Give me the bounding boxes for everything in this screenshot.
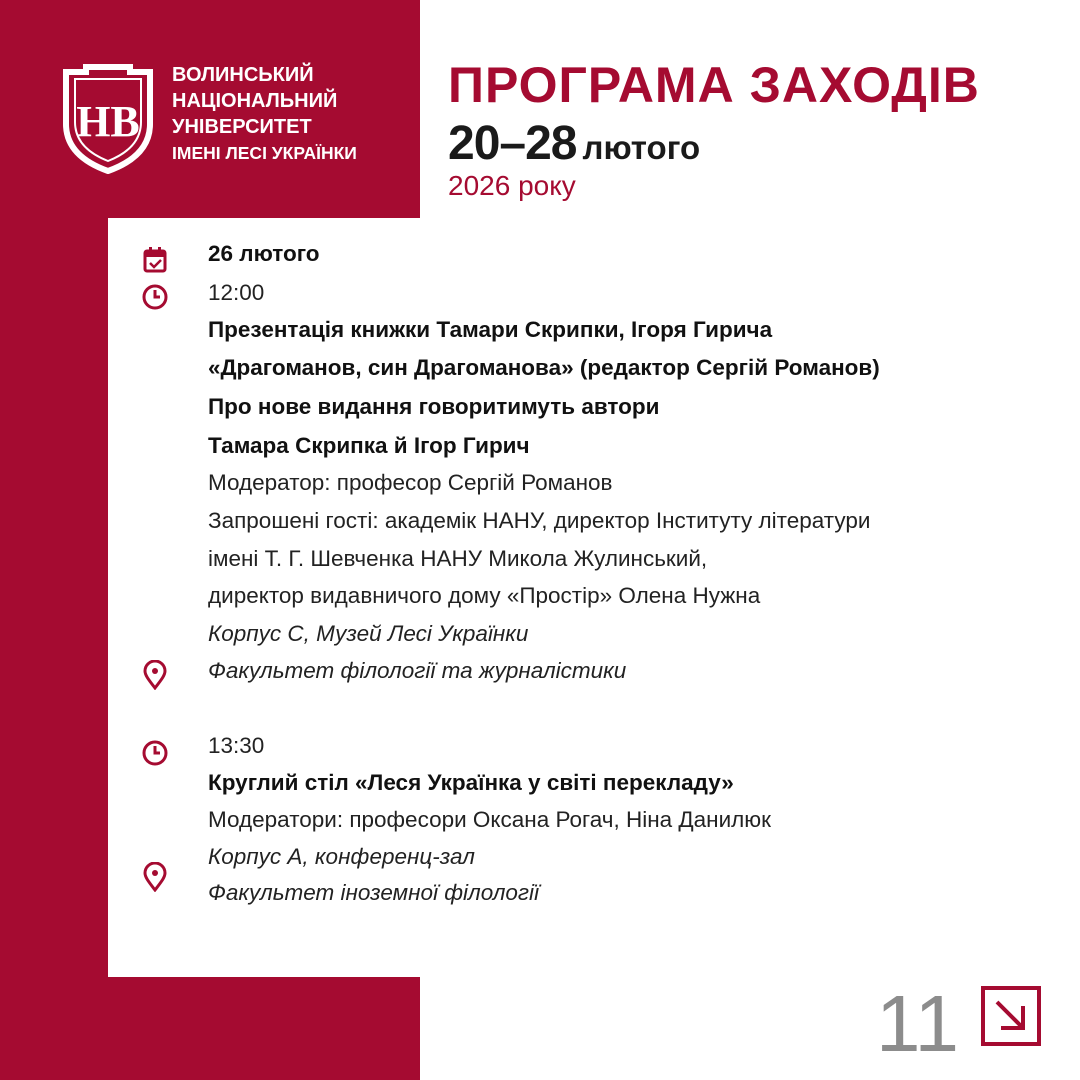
uni-line: НАЦІОНАЛЬНИЙ	[172, 90, 338, 112]
event-faculty: Факультет іноземної філології	[208, 880, 540, 905]
university-name	[172, 62, 357, 166]
uni-line: ВОЛИНСЬКИЙ	[172, 64, 314, 86]
calendar-icon	[140, 245, 170, 275]
event-moderator: Модератор: професор Сергій Романов	[208, 470, 613, 495]
event-moderator: Модератори: професори Оксана Рогач, Ніна Данилюк	[208, 807, 771, 832]
event-faculty: Факультет філології та журналістики	[208, 658, 627, 683]
page-number: 11	[876, 979, 960, 1068]
svg-text:НВ: НВ	[76, 97, 140, 146]
university-logo-icon	[58, 64, 158, 174]
year: 2026 року	[448, 170, 576, 201]
event-title-line: Презентація книжки Тамари Скрипки, Ігоря Гирича	[208, 317, 773, 342]
next-arrow-button[interactable]	[981, 986, 1041, 1046]
event-time: 12:00	[208, 280, 265, 305]
event-guests: імені Т. Г. Шевченка НАНУ Микола Жулинський,	[208, 546, 708, 571]
clock-icon	[140, 282, 170, 312]
location-pin-icon	[140, 862, 170, 892]
uni-line: ІМЕНІ ЛЕСІ УКРАЇНКИ	[172, 143, 357, 163]
event-location: Корпус С, Музей Лесі Українки	[208, 621, 529, 646]
event-title: Круглий стіл «Леся Українка у світі перекладу»	[208, 770, 734, 795]
event-guests: директор видавничого дому «Простір» Олена Нужна	[208, 583, 761, 608]
uni-line: УНІВЕРСИТЕТ	[172, 116, 312, 138]
event-title-line: Тамара Скрипка й Ігор Гирич	[208, 433, 530, 458]
event-time: 13:30	[208, 733, 265, 758]
date-range-month: лютого	[582, 129, 701, 166]
clock-icon	[140, 738, 170, 768]
event-title-line: «Драгоманов, син Драгоманова» (редактор Сергій Романов)	[208, 355, 880, 380]
event-location: Корпус А, конференц-зал	[208, 844, 475, 869]
event-day: 26 лютого	[208, 241, 320, 266]
date-range	[448, 116, 700, 171]
date-range-days: 20–28	[448, 117, 577, 170]
event-guests: Запрошені гості: академік НАНУ, директор Інституту літератури	[208, 508, 871, 533]
page-title: ПРОГРАМА ЗАХОДІВ	[448, 57, 980, 113]
location-pin-icon	[140, 660, 170, 690]
event-title-line: Про нове видання говоритимуть автори	[208, 394, 660, 419]
